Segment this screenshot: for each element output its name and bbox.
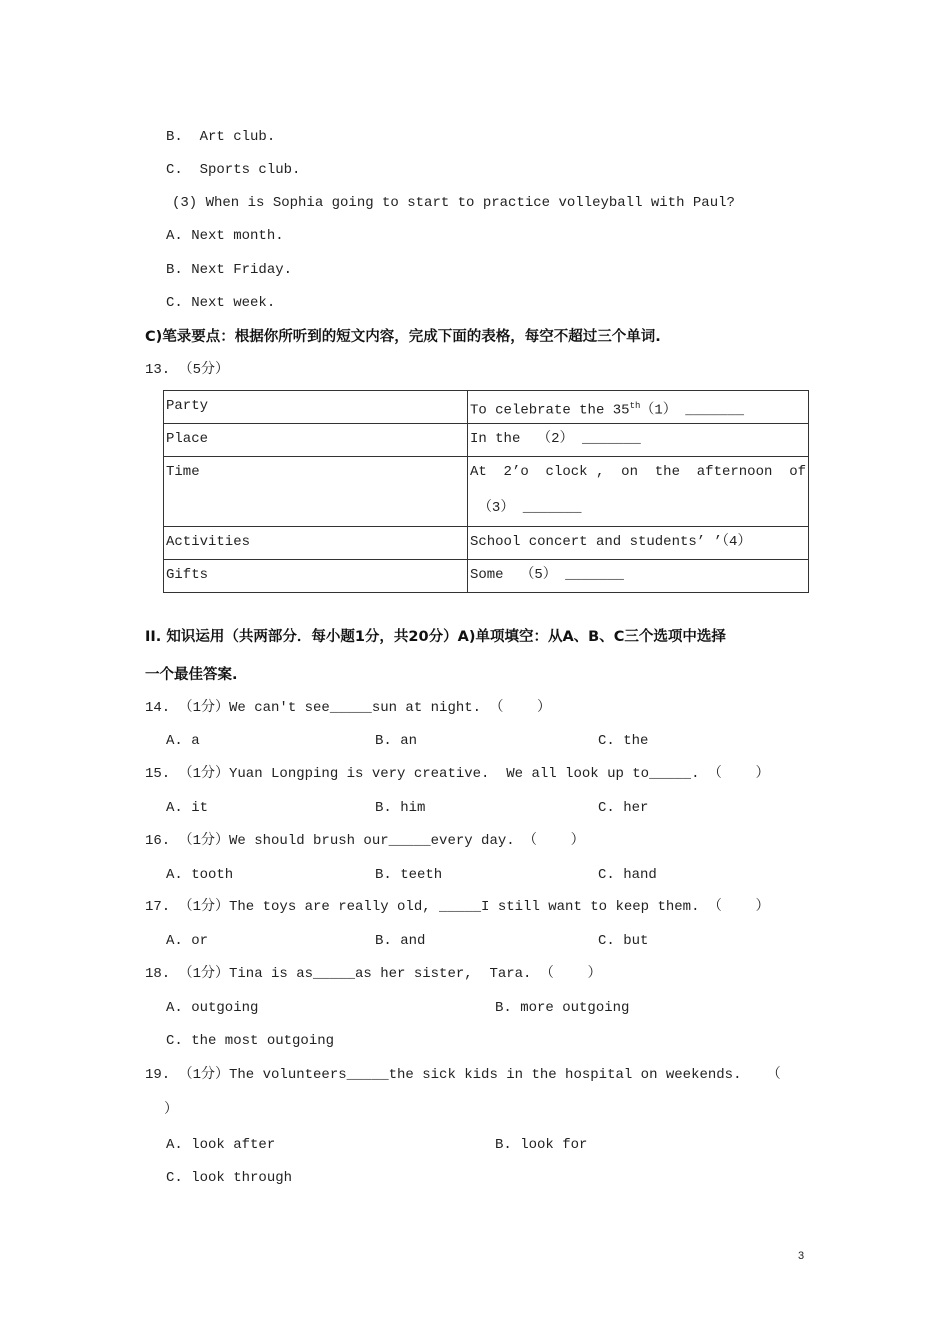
question-label: 13. （5分） [145, 362, 230, 378]
option-b: B. teeth [375, 867, 443, 883]
option-c: C. look through [166, 1170, 293, 1186]
option-c: C. hand [598, 867, 657, 883]
blank-3: （3） _______ [477, 500, 582, 516]
option-a: A. tooth [166, 867, 234, 883]
table-cell: Party [164, 391, 468, 424]
question-15: 15. （1分）Yuan Longping is very creative. We all look up to_____. （ ） [145, 766, 770, 782]
option-b: B. Next Friday. [166, 262, 293, 278]
option-b: B. him [375, 800, 426, 816]
section-heading: C)笔录要点：根据你所听到的短文内容，完成下面的表格，每空不超过三个单词. [145, 329, 661, 345]
table-row [164, 560, 809, 593]
question-19: 19. （1分）The volunteers_____the sick kids in the hospital on weekends. （ [145, 1067, 781, 1083]
table-cell: Some （5） _______ [467, 560, 808, 593]
question-19-bracket: ） [164, 1102, 178, 1118]
question-14: 14. （1分）We can't see_____sun at night. （ ） [145, 700, 552, 716]
section-heading: II. 知识运用（共两部分．每小题1分，共20分）A)单项填空：从A、B、C三个选项中选择 [145, 629, 726, 645]
option-b: B. Art club. [166, 129, 276, 145]
option-a: A. look after [166, 1137, 276, 1153]
notes-table [163, 390, 809, 593]
table-cell: School concert and students’ ’（4） [467, 527, 808, 560]
table-row [164, 391, 809, 424]
table-cell [467, 391, 808, 424]
table-row [164, 527, 809, 560]
option-b: B. more outgoing [495, 1000, 630, 1016]
question-17: 17. （1分）The toys are really old, _____I still want to keep them. （ ） [145, 899, 770, 915]
option-b: B. look for [495, 1137, 588, 1153]
question-text: (3) When is Sophia going to start to practice volleyball with Paul? [172, 195, 735, 211]
table-cell: Place [164, 424, 468, 457]
table-row [164, 424, 809, 457]
table-cell: Gifts [164, 560, 468, 593]
option-a: A. Next month. [166, 228, 284, 244]
option-a: A. a [166, 733, 200, 749]
table-cell: Time [164, 457, 468, 527]
option-c: C. Next week. [166, 295, 276, 311]
option-a: A. outgoing [166, 1000, 259, 1016]
option-c: C. Sports club. [166, 162, 301, 178]
table-cell: In the （2） _______ [467, 424, 808, 457]
superscript: th [629, 401, 641, 411]
cell-text: At 2’o clock , on the afternoon of [469, 464, 806, 480]
question-18: 18. （1分）Tina is as_____as her sister, Tara. （ ） [145, 966, 602, 982]
section-heading: 一个最佳答案. [145, 667, 238, 683]
option-b: B. and [375, 933, 426, 949]
option-a: A. or [166, 933, 209, 949]
cell-text: To celebrate the 35 [469, 402, 630, 419]
option-c: C. the [598, 733, 649, 749]
blank-1: （1） _______ [640, 402, 745, 419]
table-cell [467, 457, 808, 527]
option-b: B. an [375, 733, 418, 749]
table-row [164, 457, 809, 527]
option-c: C. the most outgoing [166, 1033, 335, 1049]
table-cell: Activities [164, 527, 468, 560]
question-16: 16. （1分）We should brush our_____every day. （ ） [145, 833, 585, 849]
option-a: A. it [166, 800, 209, 816]
option-c: C. but [598, 933, 649, 949]
option-c: C. her [598, 800, 649, 816]
page-number: 3 [798, 1250, 805, 1262]
